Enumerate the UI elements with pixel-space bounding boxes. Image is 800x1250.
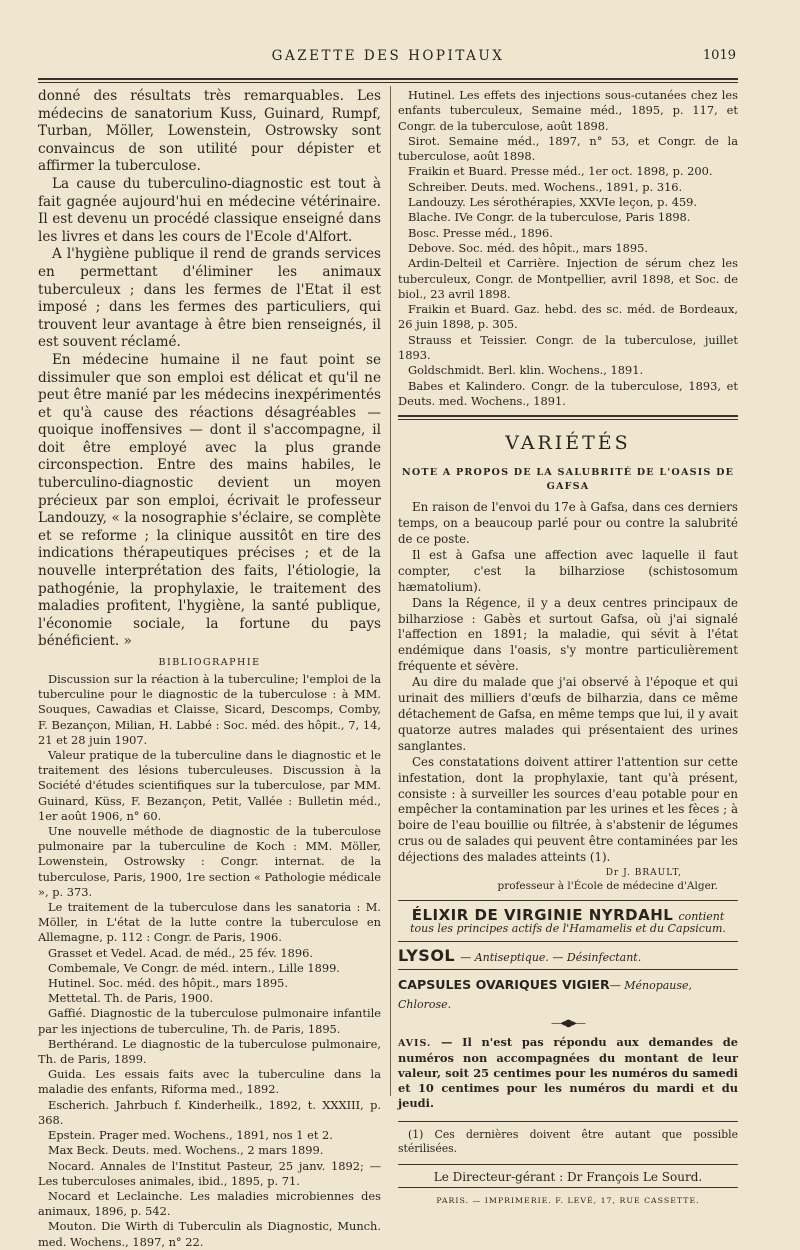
header-rule — [38, 78, 738, 80]
bibliography-item: Ardin-Delteil et Carrière. Injection de sérum chez les tuberculeux, Congr. de Montpellier, avril 1898, et Soc. de biol., 23 avril 1898. — [398, 256, 738, 301]
ad-lysol-desc: — Antiseptique. — Désinfectant. — [460, 951, 642, 965]
avis-text: — Il n'est pas répondu aux demandes de numéros non accompagnées du montant de leur valeur, soit 25 centimes pour les numéros du samedi et 10 centimes pour les numéros du mardi et du jeudi. — [398, 1035, 738, 1111]
avis-lead: AVIS. — [398, 1038, 432, 1050]
note-title: NOTE A PROPOS DE LA SALUBRITÉ DE L'OASIS DE GAFSA — [401, 467, 735, 493]
bibliography-item: Fraikin et Buard. Gaz. hebd. des sc. méd. de Bordeaux, 26 juin 1898, p. 305. — [398, 302, 738, 332]
ad-capsules — [398, 970, 738, 1016]
bibliography-item: Hutinel. Soc. méd. des hôpit., mars 1895. — [48, 976, 288, 991]
note-paragraph: Au dire du malade que j'ai observé à l'époque et qui urinait des milliers d'œufs de bilharzia, dans ce même détachement de Gafsa, en même temps que lui, il y avait quatorze autres malades qui présentaient des urines sanglantes. — [398, 675, 738, 753]
article-body — [38, 88, 381, 651]
page-header — [38, 44, 738, 70]
ad-elixir-sub: tous les principes actifs de l'Hamamelis et du Capsicum. — [410, 922, 726, 936]
journal-title: GAZETTE DES HOPITAUX — [271, 48, 505, 64]
article-paragraph: La cause du tuberculino-diagnostic est tout à fait gagnée aujourd'hui en médecine vétérinaire. Il est devenu un procédé classique enseigné dans les livres et dans les cours de l'Ecole d'Alfort. — [38, 175, 381, 245]
right-column — [398, 88, 738, 1205]
ad-lysol — [398, 942, 738, 969]
bibliography-item: Le traitement de la tuberculose dans les sanatoria : M. Möller, in L'état de la lutte contre la tuberculose en Allemagne, p. 112 : Congr. de Paris, 1906. — [38, 900, 381, 945]
bibliography-item: Hutinel. Les effets des injections sous-cutanées chez les enfants tuberculeux, Semaine méd., 1895, p. 117, et Congr. de la tuberculose, août 1898. — [398, 88, 738, 133]
ad-capsules-desc: — Ménopause, Chlorose. — [398, 979, 693, 1012]
section-title: VARIÉTÉS — [505, 432, 631, 455]
bibliography-item: Debove. Soc. méd. des hôpit., mars 1895. — [408, 240, 648, 255]
bibliography-item: Discussion sur la réaction à la tuberculine; l'emploi de la tuberculine pour le diagnostic de la tuberculose : à MM. Souques, Cawadias et Claisse, Sicard, Descomps, Comby, F. Bezançon, Milian, H. Labbé : Soc. méd. des hôpit., 7, 14, 21 et 28 juin 1907. — [38, 672, 381, 747]
ad-elixir-name: ÉLIXIR DE VIRGINIE NYRDAHL — [411, 906, 674, 925]
bibliography-continued — [398, 88, 738, 409]
bibliography-item: Une nouvelle méthode de diagnostic de la tuberculose pulmonaire par la tuberculine de Koch : MM. Möller, Lowenstein, Ostrowsky : Congr. internat. de la tuberculose, Paris, 1900, 1re section « Pathologie médicale », p. 373. — [38, 824, 381, 899]
bibliography-item: Gaffié. Diagnostic de la tuberculose pulmonaire infantile par les injections de tuberculine, Th. de Paris, 1895. — [38, 1006, 381, 1036]
ad-elixir — [398, 901, 738, 939]
article-paragraph: En médecine humaine il ne faut point se dissimuler que son emploi est délicat et qu'il ne peut être manié par les médecins inexpérimentés et qu'à cause des réactions désagréables — quoique inoffensives — dont il s'accompagne, il doit être employé avec la plus grande circonspection. Entre des mains habiles, le tuberculino-diagnostic devient un moyen précieux par son emploi, écrivait le professeur Landouzy, « la nosographie s'éclaire, se complète et se reforme ; la clinique aussitôt en tire des indications thérapeutiques précises ; et de la nouvelle interprétation des faits, l'étiologie, la pathogénie, la prophylaxie, le traitement des maladies profitent, l'hygiène, la santé publique, l'économie sociale, la fortune du pays bénéficient. » — [38, 351, 381, 650]
bibliography-item: Schreiber. Deuts. med. Wochens., 1891, p. 316. — [408, 179, 683, 194]
bibliography-item: Berthérand. Le diagnostic de la tuberculose pulmonaire, Th. de Paris, 1899. — [38, 1036, 381, 1067]
article-paragraph: donné des résultats très remarquables. Les médecins de sanatorium Kuss, Guinard, Rumpf, Turban, Möller, Lowenstein, Ostrowsky sont convaincus de son utilité pour dépister et affirmer la tuberculose. — [38, 88, 381, 175]
bibliography-item: Combemale, Ve Congr. de méd. intern., Lille 1899. — [48, 960, 340, 975]
printer-line: PARIS. — IMPRIMERIE. F. LEVÉ, 17, RUE CASSETTE. — [436, 1196, 700, 1206]
bibliography-list — [38, 672, 381, 1250]
bibliography-item: Mouton. Die Wirth di Tuberculin als Diagnostic, Munch. med. Wochens., 1897, n° 22. — [38, 1219, 381, 1249]
bibliography-item: Escherich. Jahrbuch f. Kinderheilk., 1892, t. XXXIII, p. 368. — [38, 1097, 381, 1127]
note-body — [398, 500, 738, 866]
bibliography-item: Valeur pratique de la tuberculine dans le diagnostic et le traitement des lésions tuberculeuses. Discussion à la Société d'études scientifiques sur la tuberculose, par MM. Guinard, Küss, F. Bezançon, Petit, Vallée : Bulletin méd., 1er août 1906, n° 60. — [38, 748, 381, 823]
bibliography-item: Blache. IVe Congr. de la tuberculose, Paris 1898. — [408, 210, 691, 225]
bibliography-item: Nocard. Annales de l'Institut Pasteur, 25 janv. 1892; — Les tuberculoses animales, ibid., 1895, p. 71. — [38, 1158, 381, 1188]
footnote-rule — [398, 1121, 738, 1122]
note-paragraph: Ces constatations doivent attirer l'attention sur cette infestation, dont la prophylaxie, tant qu'à présent, consiste : à surveiller les sources d'eau potable pour en empêcher la contamination par les urines et les fèces ; à boire de l'eau bouillie ou filtrée, à s'abstenir de légumes crus ou de salades qui peuvent être contaminées par les déjections des malades atteints (1). — [398, 754, 738, 865]
column-divider — [390, 86, 391, 1096]
author-title: professeur à l'École de médecine d'Alger. — [497, 880, 718, 893]
ad-lysol-name: LYSOL — [398, 946, 456, 966]
bibliography-heading: BIBLIOGRAPHIE — [158, 657, 261, 668]
bibliography-item: Grasset et Vedel. Acad. de méd., 25 fév. 1896. — [48, 945, 314, 960]
ad-capsules-name: CAPSULES OVARIQUES VIGIER — [398, 977, 610, 993]
bibliography-item: Fraikin et Buard. Presse méd., 1er oct. 1898, p. 200. — [408, 164, 713, 179]
ad-elixir-contient: contient — [678, 910, 725, 924]
left-column — [38, 88, 381, 1250]
bibliography-item: Landouzy. Les sérothérapies, XXVIe leçon, p. 459. — [408, 195, 698, 210]
ornament-divider: —◂●▸— — [551, 1018, 585, 1030]
bibliography-item: Guida. Les essais faits avec la tuberculine dans la maladie des enfants, Riforma med., 1892. — [38, 1067, 381, 1097]
page-number: 1019 — [702, 48, 736, 63]
bibliography-item: Bosc. Presse méd., 1896. — [408, 225, 553, 240]
bibliography-item: Nocard et Leclainche. Les maladies microbiennes des animaux, 1896, p. 542. — [38, 1188, 381, 1219]
bibliography-item: Max Beck. Deuts. med. Wochens., 2 mars 1899. — [48, 1143, 324, 1158]
header-rule-thin — [38, 82, 738, 83]
bibliography-item: Strauss et Teissier. Congr. de la tuberculose, juillet 1893. — [398, 332, 738, 363]
bibliography-item: Epstein. Prager med. Wochens., 1891, nos 1 et 2. — [48, 1128, 333, 1143]
directeur-rule-bottom — [398, 1187, 738, 1188]
author-signature: Dr J. BRAULT, — [605, 868, 682, 879]
avis-notice — [398, 1035, 738, 1111]
note-paragraph: En raison de l'envoi du 17e à Gafsa, dans ces derniers temps, on a beaucoup parlé pour ou contre la salubrité de ce poste. — [398, 500, 738, 547]
directeur-gerant: Le Directeur-gérant : Dr François Le Sourd. — [433, 1170, 703, 1185]
note-paragraph: Dans la Régence, il y a deux centres principaux de bilharziose : Gabès et surtout Gafsa, où j'ai signalé l'affection en 1891; la maladie, qui sévit à l'état endémique dans l'oasis, s'y montre particulièrement fréquente et sévère. — [398, 595, 738, 674]
article-paragraph: A l'hygiène publique il rend de grands services en permettant d'éliminer les animaux tuberculeux ; dans les fermes de l'Etat il est imposé ; dans les fermes des particuliers, qui trouvent leur avantage à être bien renseignés, il est souvent réclamé. — [38, 246, 381, 351]
section-rule — [398, 415, 738, 420]
note-paragraph: Il est à Gafsa une affection avec laquelle il faut compter, c'est la bilharziose (schistosomum hæmatolium). — [398, 547, 738, 594]
bibliography-item: Sirot. Semaine méd., 1897, n° 53, et Congr. de la tuberculose, août 1898. — [398, 133, 738, 164]
bibliography-item: Goldschmidt. Berl. klin. Wochens., 1891. — [408, 363, 644, 378]
bibliography-item: Mettetal. Th. de Paris, 1900. — [48, 991, 214, 1006]
bibliography-item: Babes et Kalindero. Congr. de la tuberculose, 1893, et Deuts. med. Wochens., 1891. — [398, 378, 738, 408]
footnote: (1) Ces dernières doivent être autant que possible stérilisées. — [398, 1128, 738, 1156]
